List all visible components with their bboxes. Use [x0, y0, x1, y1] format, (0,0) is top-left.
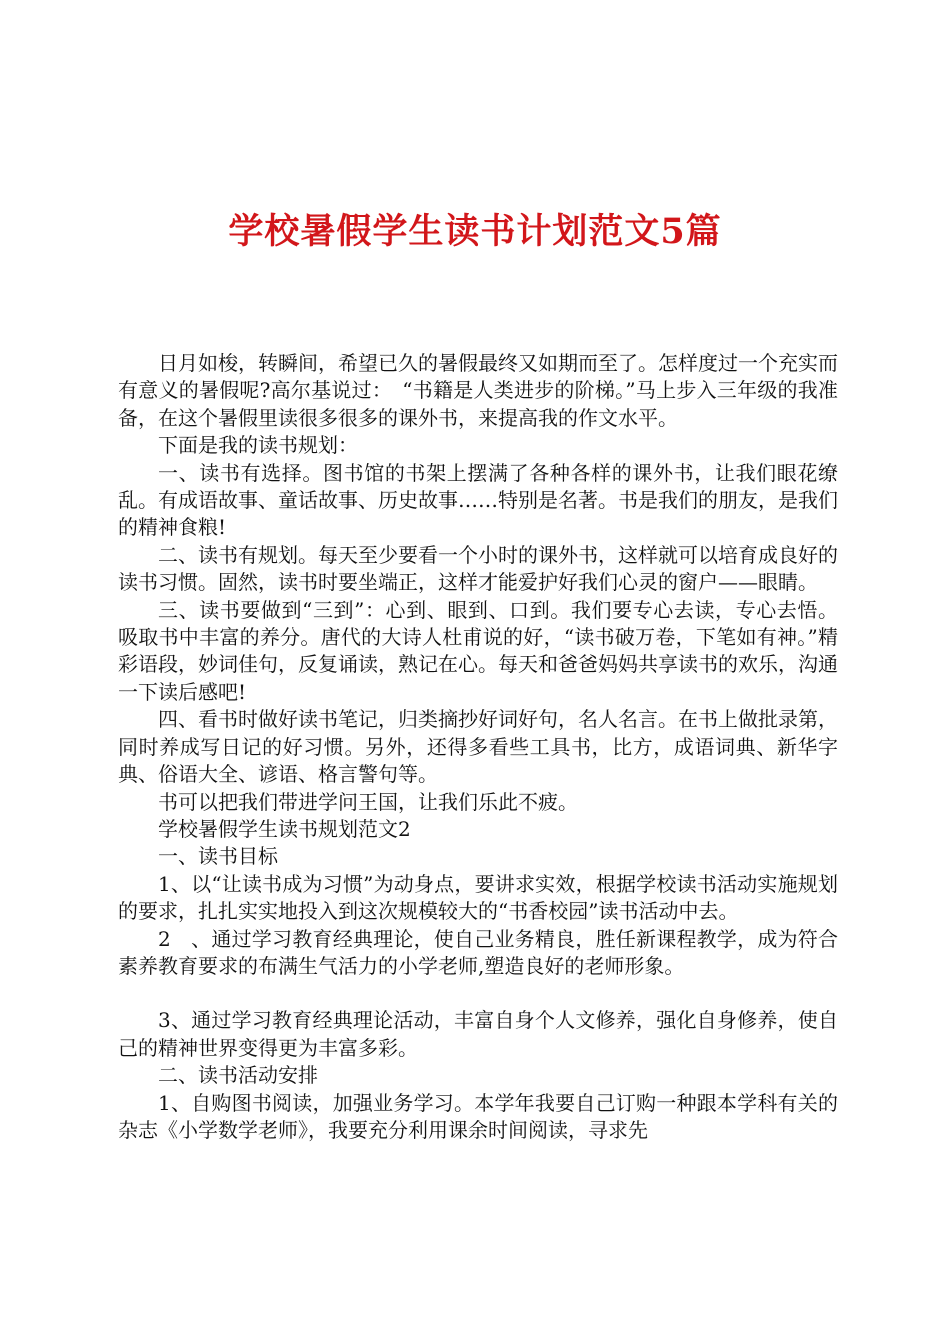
paragraph: 1、自购图书阅读，加强业务学习。本学年我要自己订购一种跟本学科有关的杂志《小学数学老师》，我要充分利用课余时间阅读，寻求先	[118, 1090, 838, 1142]
paragraph: 2 、通过学习教育经典理论，使自己业务精良，胜任新课程教学，成为符合素养教育要求的布满生气活力的小学老师,塑造良好的老师形象。	[118, 926, 838, 978]
paragraph: 日月如梭，转瞬间，希望已久的暑假最终又如期而至了。怎样度过一个充实而有意义的暑假呢?高尔基说过： “书籍是人类进步的阶梯。”马上步入三年级的我准备，在这个暑假里读很多很多的课外书，来提高我的作文水平。	[118, 351, 838, 430]
paragraph: 3、通过学习教育经典理论活动，丰富自身个人文修养，强化自身修养，使自己的精神世界变得更为丰富多彩。	[118, 1008, 838, 1060]
document-body	[118, 350, 838, 1144]
paragraph: 书可以把我们带进学问王国，让我们乐此不疲。	[158, 789, 578, 814]
paragraph: 一、读书有选择。图书馆的书架上摆满了各种各样的课外书，让我们眼花缭乱。有成语故事、童话故事、历史故事……特别是名著。书是我们的朋友，是我们的精神食粮!	[118, 460, 838, 540]
section-heading: 二、读书活动安排	[158, 1063, 318, 1088]
section-heading: 学校暑假学生读书规划范文2	[158, 816, 411, 841]
section-heading: 一、读书目标	[158, 844, 278, 869]
paragraph: 下面是我的读书规划：	[158, 433, 358, 458]
paragraph: 1、以“让读书成为习惯”为动身点，要讲求实效，根据学校读书活动实施规划的要求，扎扎实实地投入到这次规模较大的“书香校园”读书活动中去。	[118, 871, 838, 924]
paragraph: 二、读书有规划。每天至少要看一个小时的课外书，这样就可以培育成良好的读书习惯。固然，读书时要坐端正，这样才能爱护好我们心灵的窗户——眼睛。	[118, 542, 838, 595]
paragraph: 四、看书时做好读书笔记，归类摘抄好词好句，名人名言。在书上做批录第，同时养成写日记的好习惯。另外，还得多看些工具书，比方，成语词典、新华字典、俗语大全、谚语、格言警句等。	[118, 707, 838, 787]
paragraph: 三、读书要做到“三到”：心到、眼到、口到。我们要专心去读，专心去悟。吸取书中丰富的养分。唐代的大诗人杜甫说的好，“读书破万卷，下笔如有神。”精彩语段，妙词佳句，反复诵读，熟记在心。每天和爸爸妈妈共享读书的欢乐，沟通一下读后感吧!	[118, 597, 838, 704]
document-title: 学校暑假学生读书计划范文5篇	[228, 211, 722, 252]
